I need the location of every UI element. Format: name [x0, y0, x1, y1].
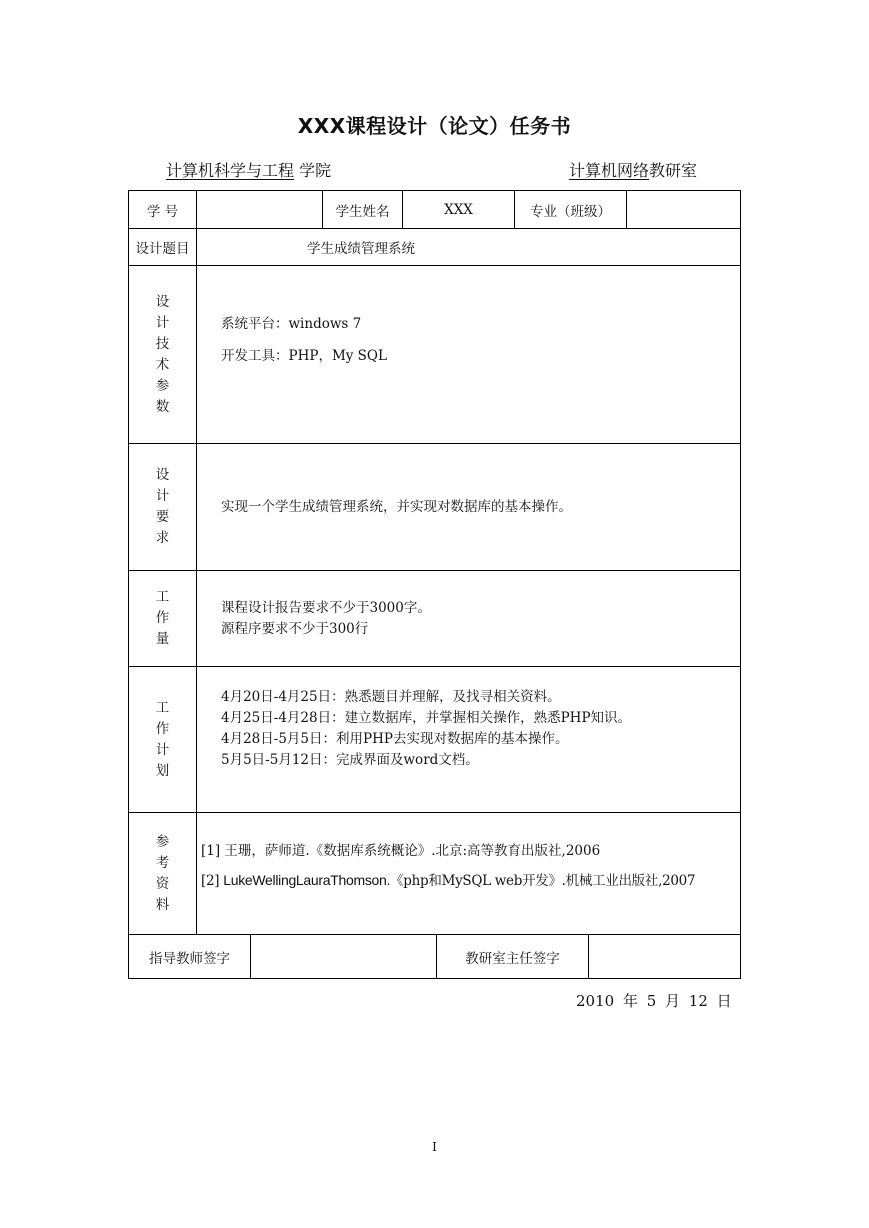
plan-label: 工 作 计 划 [129, 667, 197, 813]
college-name: 计算机科学与工程 [166, 161, 295, 180]
signature-row [129, 935, 741, 979]
workload-content [197, 571, 741, 667]
major-value [627, 191, 741, 229]
topic-row [129, 229, 741, 266]
workload-line: 课程设计报告要求不少于3000字。 [221, 599, 431, 616]
header-row [129, 191, 741, 229]
topic-label: 设计题目 [129, 229, 197, 266]
workload-label: 工 作 量 [129, 571, 197, 667]
major-label: 专业（班级） [515, 191, 627, 229]
advisor-signature-field[interactable] [251, 935, 437, 979]
workload-row [129, 571, 741, 667]
document-title: XXX课程设计（论文）任务书 [297, 114, 572, 138]
student-name-value: XXX [403, 191, 515, 229]
plan-line: 5月5日-5月12日：完成界面及word文档。 [221, 752, 479, 768]
tech-param-line: 开发工具：PHP，My SQL [221, 348, 387, 364]
office-line [569, 158, 697, 181]
reference-1: [1] 王珊，萨师道.《数据库系统概论》.北京:高等教育出版社,2006 [201, 843, 601, 859]
document-date: 2010 年 5 月 12 日 [576, 992, 732, 1010]
signature-table [128, 934, 741, 979]
director-signature-label: 教研室主任签字 [437, 935, 589, 979]
reference-2: [2] LukeWellingLauraThomson.《php和MySQL web开发》.机械工业出版社,2007 [201, 872, 696, 889]
student-id-label: 学 号 [129, 191, 197, 229]
office-suffix: 教研室 [649, 161, 698, 180]
requirements-label: 设 计 要 求 [129, 444, 197, 571]
plan-line: 4月28日-5月5日：利用PHP去实现对数据库的基本操作。 [221, 731, 569, 747]
references-row [129, 813, 741, 935]
college-line [166, 158, 331, 181]
requirements-row [129, 444, 741, 571]
references-label: 参 考 资 料 [129, 813, 197, 935]
college-suffix: 学院 [294, 161, 332, 180]
references-content [197, 813, 741, 935]
plan-content [197, 667, 741, 813]
requirements-content: 实现一个学生成绩管理系统，并实现对数据库的基本操作。 [197, 444, 741, 571]
director-signature-field[interactable] [589, 935, 741, 979]
tech-params-row [129, 266, 741, 444]
student-id-value [197, 191, 323, 229]
plan-row [129, 667, 741, 813]
page-number: I [432, 1140, 437, 1154]
student-name-label: 学生姓名 [323, 191, 403, 229]
office-name: 计算机网络 [569, 161, 650, 180]
advisor-signature-label: 指导教师签字 [129, 935, 251, 979]
plan-line: 4月20日-4月25日：熟悉题目并理解，及找寻相关资料。 [221, 689, 561, 705]
plan-line: 4月25日-4月28日：建立数据库，并掌握相关操作，熟悉PHP知识。 [221, 710, 632, 726]
task-table [128, 190, 741, 935]
workload-line: 源程序要求不少于300行 [221, 620, 369, 637]
tech-param-line: 系统平台：windows 7 [221, 316, 362, 332]
tech-params-content [197, 266, 741, 444]
topic-value: 学生成绩管理系统 [197, 229, 741, 266]
tech-params-label: 设 计 技 术 参 数 [129, 266, 197, 444]
